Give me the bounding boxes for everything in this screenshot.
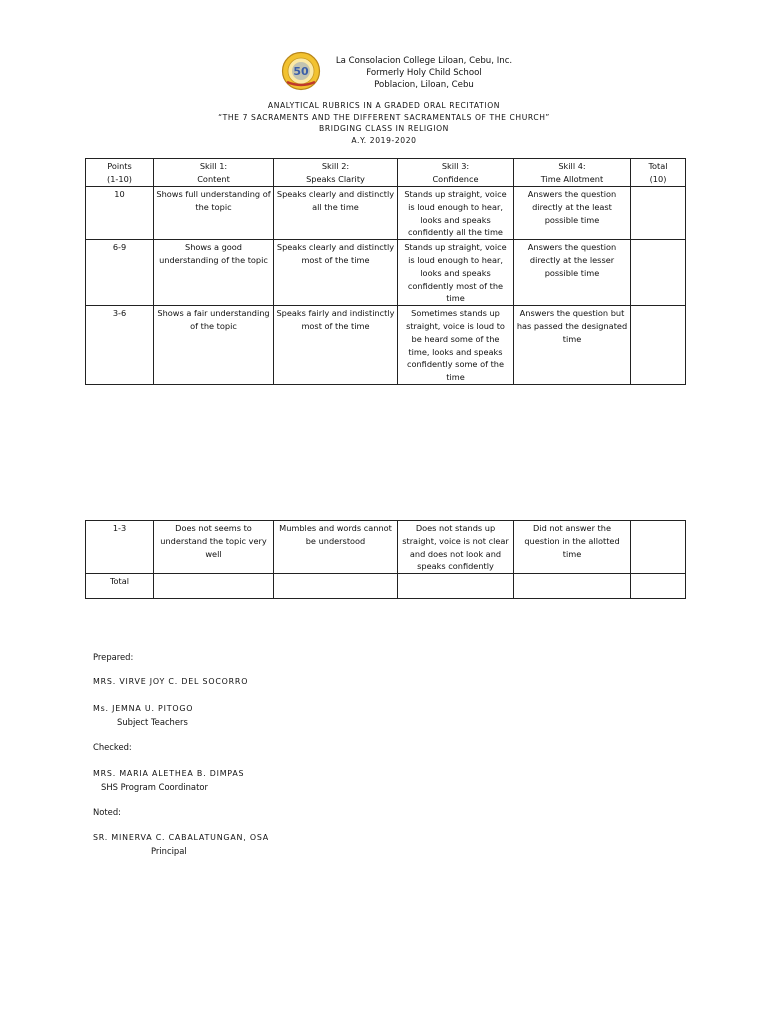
table-total-row <box>86 574 686 599</box>
cell-confidence: Stands up straight, voice is loud enough to hear, looks and speaks confidently all the time <box>398 187 514 240</box>
cell-clarity: Mumbles and words cannot be understood <box>274 521 398 574</box>
total-cell <box>274 574 398 599</box>
cell-time: Answers the question directly at the lesser possible time <box>514 240 631 306</box>
cell-confidence: Does not stands up straight, voice is not clear and does not look and speaks confidently <box>398 521 514 574</box>
table-row <box>86 306 686 385</box>
total-cell <box>154 574 274 599</box>
document-title: ANALYTICAL RUBRICS IN A GRADED ORAL RECITATION <box>267 101 501 110</box>
header-total: Total (10) <box>631 159 686 187</box>
cell-confidence: Sometimes stands up straight, voice is loud to be heard some of the time, looks and speaks confidently some of the time <box>398 306 514 385</box>
checker-role: SHS Program Coordinator <box>101 781 208 792</box>
table-row <box>86 521 686 574</box>
cell-points: 1-3 <box>86 521 154 574</box>
cell-content: Does not seems to understand the topic very well <box>154 521 274 574</box>
cell-points: 10 <box>86 187 154 240</box>
cell-total <box>631 240 686 306</box>
rubric-table <box>85 158 686 385</box>
total-cell <box>631 574 686 599</box>
checker-name: MRS. MARIA ALETHEA B. DIMPAS <box>93 769 245 778</box>
cell-clarity: Speaks clearly and distinctly most of the time <box>274 240 398 306</box>
teacher-1-name: MRS. VIRVE JOY C. DEL SOCORRO <box>93 677 249 686</box>
cell-content: Shows a good understanding of the topic <box>154 240 274 306</box>
cell-content: Shows a fair understanding of the topic <box>154 306 274 385</box>
cell-time: Answers the question but has passed the designated time <box>514 306 631 385</box>
checker-block <box>93 767 244 793</box>
total-label: Total <box>86 574 154 599</box>
table-row <box>86 240 686 306</box>
header-clarity: Skill 2: Speaks Clarity <box>274 159 398 187</box>
teacher-2-name: Ms. JEMNA U. PITOGO <box>93 704 194 713</box>
table-row <box>86 187 686 240</box>
cell-confidence: Stands up straight, voice is loud enough to hear, looks and speaks confidently most of the time <box>398 240 514 306</box>
teachers-role: Subject Teachers <box>117 716 188 727</box>
cell-content: Shows full understanding of the topic <box>154 187 274 240</box>
cell-clarity: Speaks clearly and distinctly all the time <box>274 187 398 240</box>
noter-name: SR. MINERVA C. CABALATUNGAN, OSA <box>93 833 269 842</box>
school-name: La Consolacion College Liloan, Cebu, Inc. <box>335 56 513 66</box>
class-name: BRIDGING CLASS IN RELIGION <box>319 124 449 133</box>
total-cell <box>514 574 631 599</box>
cell-points: 3-6 <box>86 306 154 385</box>
noter-role: Principal <box>151 845 187 856</box>
document-subtitle: “THE 7 SACRAMENTS AND THE DIFFERENT SACRAMENTALS OF THE CHURCH” <box>218 112 550 122</box>
academic-year: A.Y. 2019-2020 <box>351 135 417 145</box>
cell-clarity: Speaks fairly and indistinctly most of the time <box>274 306 398 385</box>
header-confidence: Skill 3: Confidence <box>398 159 514 187</box>
teacher-2-block <box>93 702 193 728</box>
header-points: Points (1-10) <box>86 159 154 187</box>
cell-time: Did not answer the question in the allotted time <box>514 521 631 574</box>
noted-label: Noted: <box>93 807 121 817</box>
cell-total <box>631 187 686 240</box>
seal-text: 50 <box>293 65 309 78</box>
school-former-name: Formerly Holy Child School <box>366 68 482 78</box>
rubric-table-continued <box>85 520 686 599</box>
cell-points: 6-9 <box>86 240 154 306</box>
cell-time: Answers the question directly at the least possible time <box>514 187 631 240</box>
noter-block <box>93 831 269 857</box>
school-address: Poblacion, Liloan, Cebu <box>374 80 474 90</box>
school-header <box>318 55 530 91</box>
school-seal-logo <box>281 51 321 91</box>
checked-label: Checked: <box>93 742 132 752</box>
header-content: Skill 1: Content <box>154 159 274 187</box>
table-header-row <box>86 159 686 187</box>
cell-total <box>631 521 686 574</box>
prepared-label: Prepared: <box>93 652 134 662</box>
total-cell <box>398 574 514 599</box>
cell-total <box>631 306 686 385</box>
header-time-allotment: Skill 4: Time Allotment <box>514 159 631 187</box>
document-titles <box>0 100 768 146</box>
